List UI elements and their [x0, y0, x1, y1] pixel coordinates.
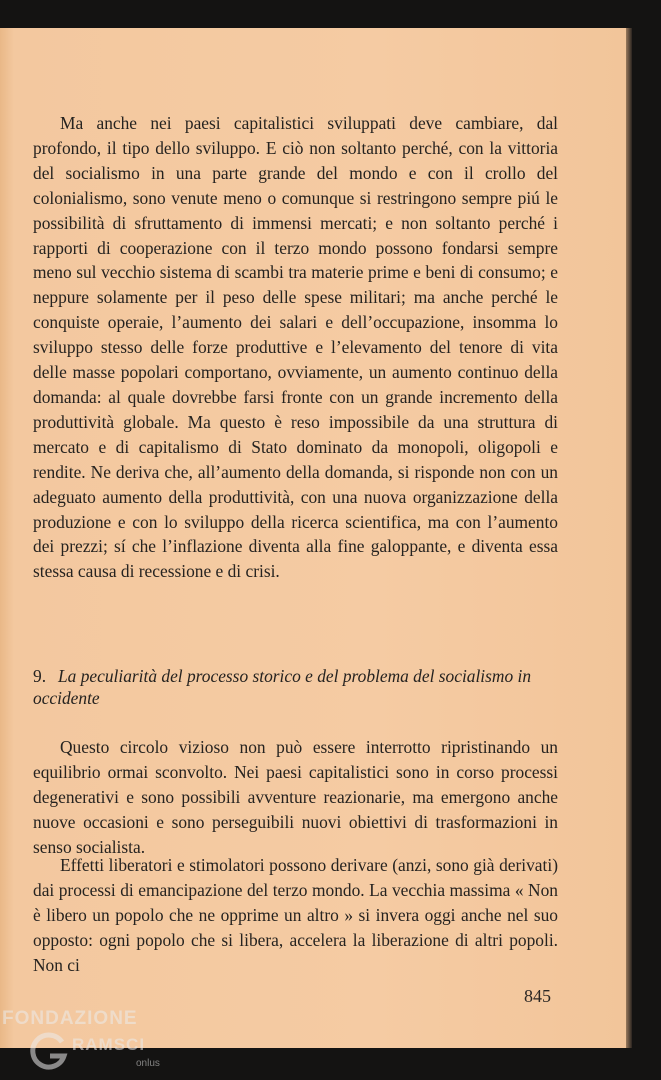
watermark-line-1: FONDAZIONE [2, 1008, 138, 1029]
gramsci-logo-icon [28, 1030, 70, 1072]
watermark-line-3: onlus [136, 1058, 160, 1069]
section-title: La peculiarità del processo storico e del problema del socialismo in occidente [33, 666, 532, 708]
page-number: 845 [524, 986, 551, 1006]
page-edge [626, 28, 632, 1048]
paragraph-3: Effetti liberatori e stimolatori possono derivare (anzi, sono già derivati) dai processi di emancipazione del terzo mondo. La vecchia massima « Non è libero un popolo che ne opprime un altro » si invera oggi anche nel suo opposto: ogni popolo che si libera, accelera la liberazione di altri popoli. Non ci [33, 855, 558, 975]
section-number: 9. [33, 666, 47, 686]
paragraph-1: Ma anche nei paesi capitalistici sviluppati deve cambiare, dal profondo, il tipo dello sviluppo. E ciò non soltanto perché, con la vittoria del socialismo in una parte grande del mondo e con il crollo del colonialismo, sono venute meno o comunque si restringono sempre piú le possibilità di sfruttamento di immensi mercati; e non soltanto perché i rapporti di cooperazione con il terzo mondo possono fondarsi sempre meno sul vecchio sistema di scambi tra materie prime e beni di consumo; e neppure solamente per il peso delle spese militari; ma anche perché le conquiste operaie, l’aumento dei salari e dell’occupazione, insomma lo sviluppo stesso delle forze produttive e l’elevamento del tenore di vita delle masse popolari comportano, ovviamente, un aumento continuo della domanda: al quale dovrebbe farsi fronte con un grande incremento della produttività globale. Ma questo è reso impossibile da una struttura di mercato e di capitalismo di Stato dominato da monopoli, oligopoli e rendite. Ne deriva che, all’aumento della domanda, si risponde non con un adeguato aumento della produttività, con una nuova organizzazione della produzione e con lo sviluppo della ricerca scientifica, ma con l’aumento dei prezzi; sí che l’inflazione diventa alla fine galoppante, e diventa essa stessa causa di recessione e di crisi. [33, 113, 558, 582]
watermark [2, 1008, 202, 1078]
paragraph-2: Questo circolo vizioso non può essere interrotto ripristinando un equilibrio ormai sconvolto. Nei paesi capitalistici sono in corso processi degenerativi e sono possibili avventure reazionarie, ma emergono anche nuove occasioni e sono perseguibili nuovi obiettivi di trasformazioni in senso socialista. [33, 737, 558, 857]
watermark-line-2: RAMSCI [72, 1035, 146, 1054]
section-heading [33, 666, 558, 709]
